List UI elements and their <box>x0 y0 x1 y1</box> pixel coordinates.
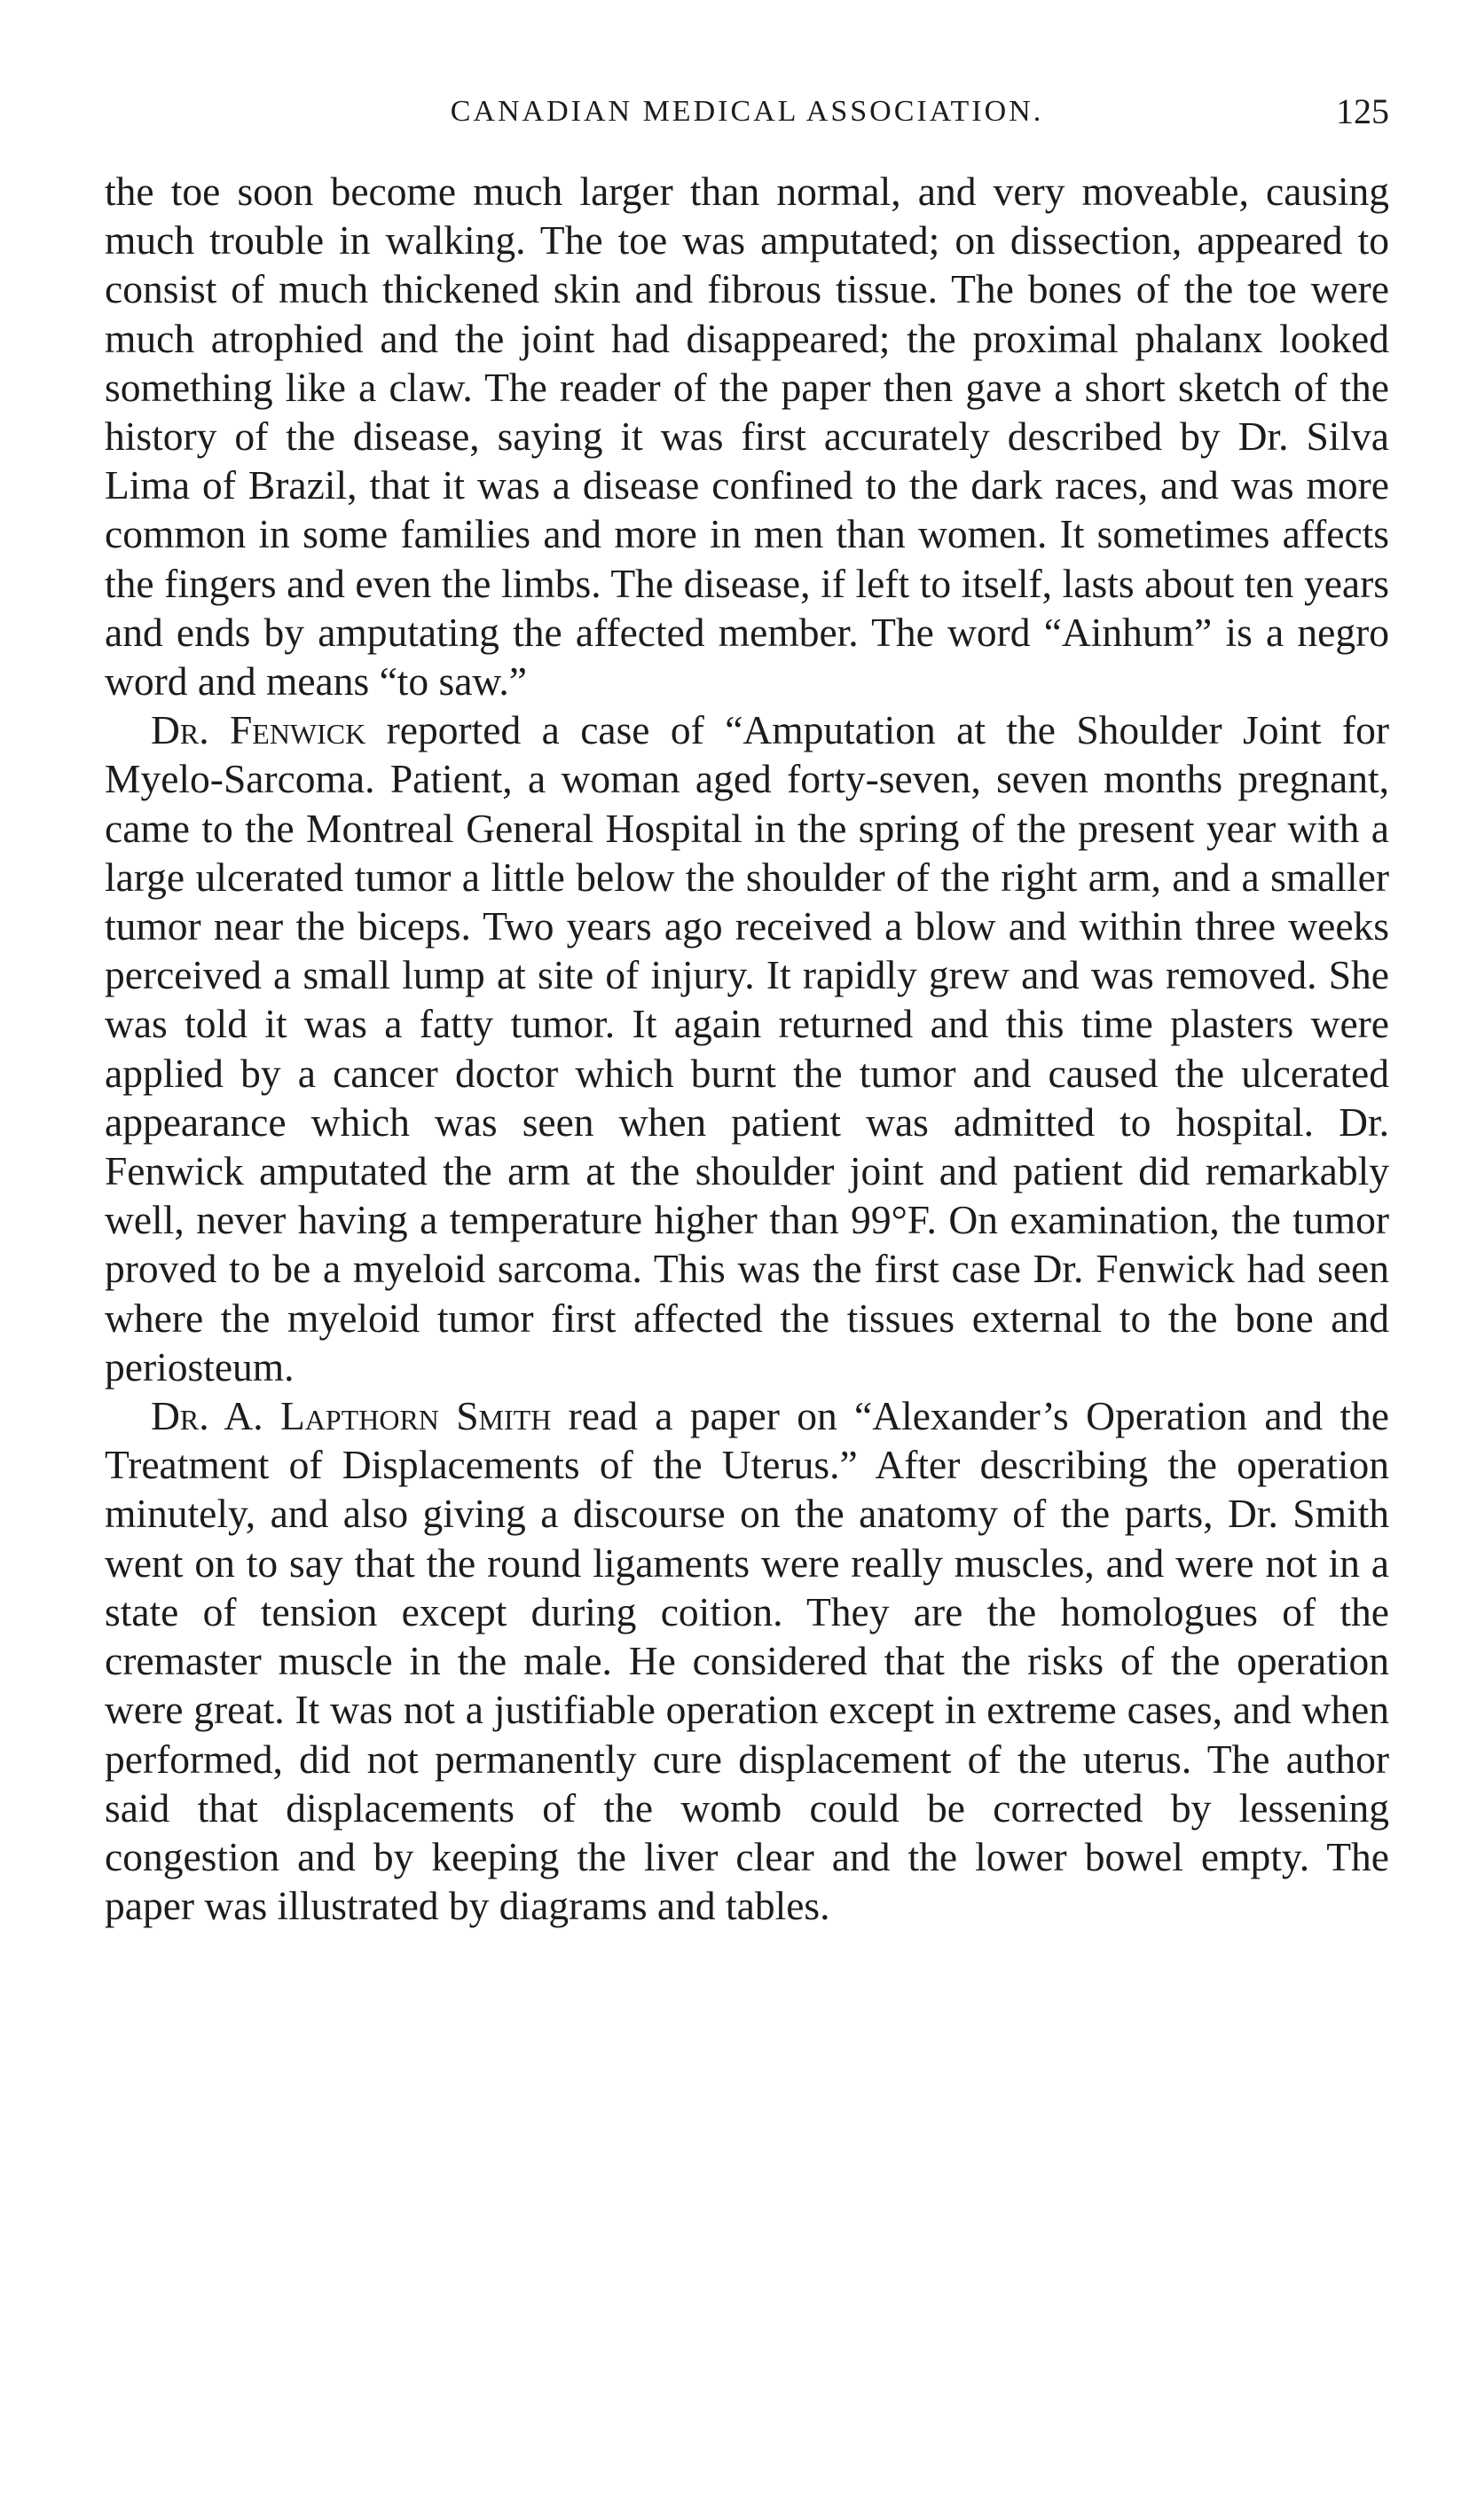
paragraph-text: reported a case of “Amputation at the Shoulder Joint for Myelo-Sarcoma. Patient, a woman aged forty-seven, seven months pregnant, came to the Montreal General Hospital in the spring of the present year with a large ulcerated tumor a little below the shoulder of the right arm, and a smaller tumor near the biceps. Two years ago received a blow and within three weeks perceived a small lump at site of injury. It rapidly grew and was removed. She was told it was a fatty tumor. It again returned and this time plasters were applied by a cancer doctor which burnt the tumor and caused the ulcerated appearance which was seen when patient was admitted to hospital. Dr. Fenwick amputated the arm at the shoulder joint and patient did remarkably well, never having a temperature higher than 99°F. On examination, the tumor proved to be a myeloid sarcoma. This was the first case Dr. Fenwick had seen where the myeloid tumor first affected the tissues external to the bone and periosteum. <box>105 707 1389 1390</box>
speaker-name: Dr. A. Lapthorn Smith <box>151 1393 552 1439</box>
running-header <box>105 85 1389 138</box>
paragraph-text: the toe soon become much larger than normal, and very moveable, causing much trouble in walking. The toe was amputated; on dissection, appeared to consist of much thickened skin and fibrous tissue. The bones of the toe were much atrophied and the joint had disappeared; the proximal phalanx looked something like a claw. The reader of the paper then gave a short sketch of the history of the disease, saying it was first accurately described by Dr. Silva Lima of Brazil, that it was a disease confined to the dark races, and was more common in some families and more in men than women. It sometimes affects the fingers and even the limbs. The disease, if left to itself, lasts about ten years and ends by amputating the affected member. The word “Ainhum” is a negro word and means “to saw.” <box>105 169 1389 705</box>
running-title: CANADIAN MEDICAL ASSOCIATION. <box>450 95 1044 128</box>
page-number: 125 <box>1336 91 1389 131</box>
body-text <box>105 167 1389 1930</box>
paragraph-smith-paper <box>105 1391 1389 1930</box>
speaker-name: Dr. Fenwick <box>151 707 366 753</box>
paragraph-fenwick-report <box>105 705 1389 1391</box>
paragraph-text: read a paper on “Alexander’s Operation and the Treatment of Displacements of the Uterus.” After describing the operation minutely, and also giving a discourse on the anatomy of the parts, Dr. Smith went on to say that the round ligaments were really muscles, and were not in a state of tension except during coition. They are the homologues of the cremaster muscle in the male. He considered that the risks of the operation were great. It was not a justifiable operation except in extreme cases, and when performed, did not permanently cure displacement of the uterus. The author said that displacements of the womb could be corrected by lessening congestion and by keeping the liver clear and the lower bowel empty. The paper was illustrated by diagrams and tables. <box>105 1393 1389 1929</box>
paragraph-ainhum-continued <box>105 167 1389 705</box>
